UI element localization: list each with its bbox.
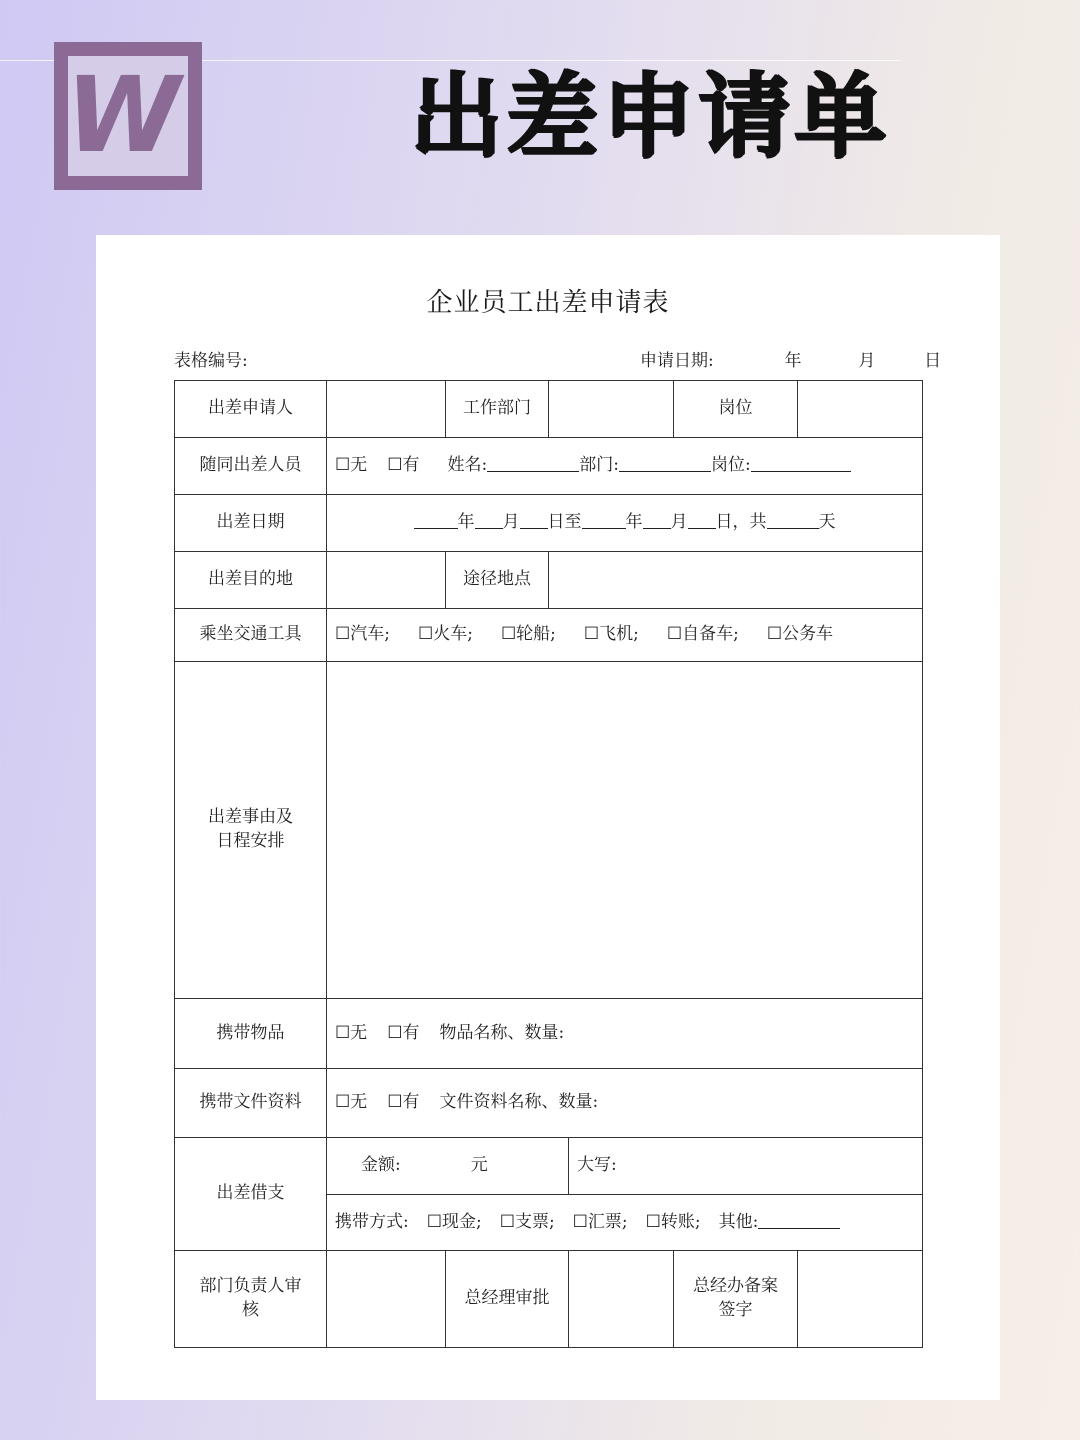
form-number-label: 表格编号: — [174, 351, 248, 371]
transport-option-official-car[interactable]: ☐公务车 — [766, 624, 834, 645]
end-year-label: 年 — [625, 512, 643, 533]
items-has-checkbox[interactable]: ☐有 — [387, 1022, 420, 1043]
advance-method-cell — [327, 1195, 923, 1251]
banner-title: 出差申请单 — [410, 63, 891, 170]
start-month-label: 月 — [502, 512, 520, 533]
transport-label: 乘坐交通工具 — [175, 609, 327, 662]
items-none-checkbox[interactable]: ☐无 — [335, 1022, 368, 1043]
table-row — [175, 552, 923, 609]
applicant-label: 出差申请人 — [175, 381, 327, 438]
method-option-cheque[interactable]: ☐支票; — [499, 1211, 555, 1232]
table-row — [175, 609, 923, 662]
gm-approval-cell[interactable] — [569, 1251, 674, 1348]
method-option-draft[interactable]: ☐汇票; — [572, 1211, 628, 1232]
start-year-blank[interactable] — [414, 512, 458, 529]
word-logo-icon — [54, 42, 202, 190]
word-logo-letter: W — [65, 54, 181, 176]
companion-post-label: 岗位: — [710, 455, 751, 476]
table-row — [175, 495, 923, 552]
destination-label: 出差目的地 — [175, 552, 327, 609]
end-day-total-label: 日，共 — [715, 512, 767, 533]
apply-date-label: 申请日期: — [640, 351, 714, 371]
total-days-blank[interactable] — [767, 512, 819, 529]
method-option-cash[interactable]: ☐现金; — [426, 1211, 482, 1232]
table-row — [175, 438, 923, 495]
end-day-blank[interactable] — [688, 512, 716, 529]
companion-name-label: 姓名: — [447, 455, 488, 476]
department-label: 工作部门 — [446, 381, 549, 438]
companions-cell — [327, 438, 923, 495]
transport-option-bus[interactable]: ☐汽车; — [335, 624, 390, 645]
table-row — [175, 1251, 923, 1348]
items-label: 携带物品 — [175, 999, 327, 1069]
office-filing-line2: 签字 — [718, 1300, 753, 1320]
apply-date-day: 日 — [924, 351, 942, 371]
method-other-label: 其他: — [718, 1211, 759, 1232]
companions-has-checkbox[interactable]: ☐有 — [387, 455, 420, 476]
advance-amount-cell[interactable] — [327, 1138, 569, 1195]
table-row — [175, 1069, 923, 1138]
end-month-label: 月 — [670, 512, 688, 533]
companion-dept-blank[interactable] — [619, 455, 711, 472]
advance-yuan-label: 元 — [470, 1155, 488, 1176]
post-value-cell[interactable] — [798, 381, 923, 438]
method-option-transfer[interactable]: ☐转账; — [645, 1211, 701, 1232]
dept-head-review-line2: 核 — [242, 1300, 259, 1320]
companions-none-checkbox[interactable]: ☐无 — [335, 455, 368, 476]
table-row — [175, 1138, 923, 1195]
start-day-to-label: 日至 — [547, 512, 582, 533]
method-other-blank[interactable] — [758, 1212, 840, 1229]
advance-amount-label: 金额: — [361, 1155, 401, 1176]
items-detail-label: 物品名称、数量: — [439, 1022, 565, 1043]
transport-options-cell — [327, 609, 923, 662]
transport-option-plane[interactable]: ☐飞机; — [583, 624, 639, 645]
dept-head-review-label — [175, 1251, 327, 1348]
days-label: 天 — [818, 512, 836, 533]
via-value-cell[interactable] — [549, 552, 923, 609]
advance-capital-cell[interactable] — [569, 1138, 923, 1195]
start-month-blank[interactable] — [475, 512, 503, 529]
reason-label — [175, 662, 327, 999]
applicant-value-cell[interactable] — [327, 381, 446, 438]
table-row — [175, 662, 923, 999]
end-month-blank[interactable] — [643, 512, 671, 529]
office-filing-line1: 总经办备案 — [693, 1276, 778, 1297]
post-label: 岗位 — [674, 381, 798, 438]
department-value-cell[interactable] — [549, 381, 674, 438]
reason-value-cell[interactable] — [327, 662, 923, 999]
advance-method-label: 携带方式: — [335, 1211, 409, 1232]
form-title: 企业员工出差申请表 — [426, 288, 670, 318]
transport-option-train[interactable]: ☐火车; — [417, 624, 473, 645]
dates-cell — [327, 495, 923, 552]
companion-name-blank[interactable] — [487, 455, 579, 472]
gm-approval-label: 总经理审批 — [446, 1251, 569, 1348]
start-day-blank[interactable] — [520, 512, 548, 529]
companion-post-blank[interactable] — [751, 455, 851, 472]
transport-option-own-car[interactable]: ☐自备车; — [666, 624, 739, 645]
start-year-label: 年 — [457, 512, 475, 533]
reason-label-line1: 出差事由及 — [208, 807, 293, 828]
office-filing-cell[interactable] — [798, 1251, 923, 1348]
dept-head-review-line1: 部门负责人审 — [199, 1276, 302, 1297]
via-label: 途径地点 — [446, 552, 549, 609]
companion-dept-label: 部门: — [579, 455, 619, 476]
documents-cell — [327, 1069, 923, 1138]
documents-none-checkbox[interactable]: ☐无 — [335, 1092, 368, 1113]
dates-label: 出差日期 — [175, 495, 327, 552]
travel-application-table — [174, 380, 923, 1348]
companions-label: 随同出差人员 — [175, 438, 327, 495]
dept-head-review-cell[interactable] — [327, 1251, 446, 1348]
items-cell — [327, 999, 923, 1069]
documents-detail-label: 文件资料名称、数量: — [439, 1092, 599, 1113]
table-row — [175, 999, 923, 1069]
documents-label: 携带文件资料 — [175, 1069, 327, 1138]
advance-label: 出差借支 — [175, 1138, 327, 1251]
apply-date — [640, 346, 941, 371]
destination-value-cell[interactable] — [327, 552, 446, 609]
table-row — [175, 381, 923, 438]
apply-date-year: 年 — [784, 351, 802, 371]
documents-has-checkbox[interactable]: ☐有 — [387, 1092, 420, 1113]
end-year-blank[interactable] — [582, 512, 626, 529]
advance-capital-label: 大写: — [577, 1155, 617, 1176]
transport-option-ship[interactable]: ☐轮船; — [500, 624, 556, 645]
apply-date-month: 月 — [858, 351, 876, 371]
office-filing-label — [674, 1251, 798, 1348]
reason-label-line2: 日程安排 — [216, 831, 285, 851]
